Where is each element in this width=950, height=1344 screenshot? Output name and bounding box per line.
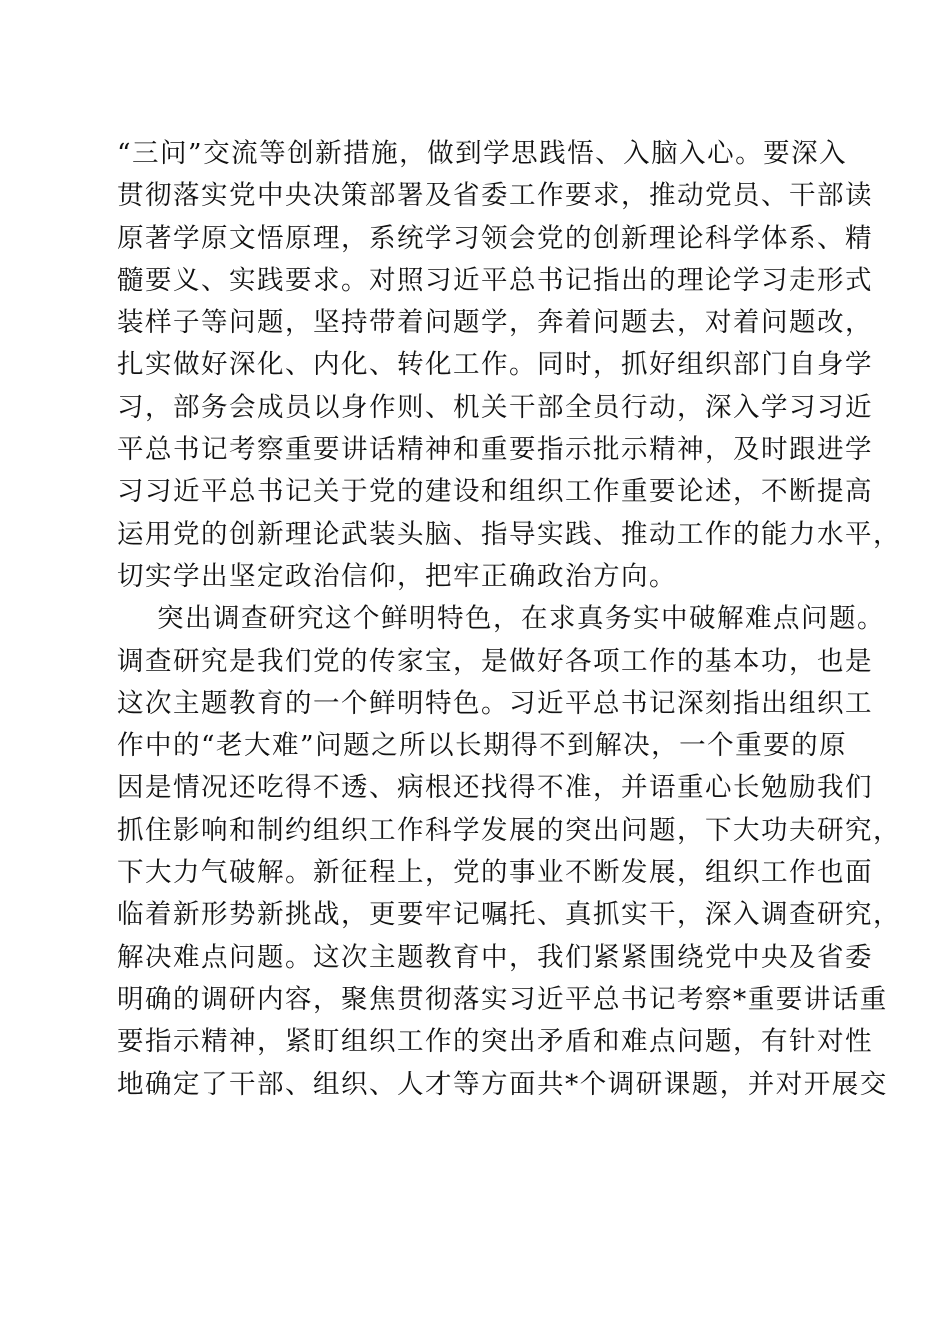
text-line: 装样子等问题，坚持带着问题学，奔着问题去，对着问题改，	[117, 307, 873, 339]
paragraph-1	[117, 133, 901, 598]
text-line: 髓要义、实践要求。对照习近平总书记指出的理论学习走形式	[117, 264, 873, 296]
text-line: 习，部务会成员以身作则、机关干部全员行动，深入学习习近	[117, 391, 873, 423]
text-line: 明确的调研内容，聚焦贯彻落实习近平总书记考察*重要讲话重	[117, 983, 888, 1015]
text-line: 平总书记考察重要讲话精神和重要指示批示精神，及时跟进学	[117, 434, 873, 466]
text-line: “三问”交流等创新措施，做到学思践悟、入脑入心。要深入	[117, 138, 848, 169]
text-line: 这次主题教育的一个鲜明特色。习近平总书记深刻指出组织工	[117, 687, 873, 719]
text-line: 扎实做好深化、内化、转化工作。同时，抓好组织部门自身学	[117, 349, 873, 381]
paragraph-2	[117, 598, 901, 1106]
text-line: 调查研究是我们党的传家宝，是做好各项工作的基本功，也是	[117, 645, 873, 677]
text-line: 解决难点问题。这次主题教育中，我们紧紧围绕党中央及省委	[117, 941, 873, 973]
text-line: 贯彻落实党中央决策部署及省委工作要求，推动党员、干部读	[117, 180, 873, 212]
text-line: 运用党的创新理论武装头脑、指导实践、推动工作的能力水平，	[117, 518, 901, 550]
text-line: 原著学原文悟原理，系统学习领会党的创新理论科学体系、精	[117, 222, 873, 254]
body-text	[117, 133, 901, 1106]
text-line: 下大力气破解。新征程上，党的事业不断发展，组织工作也面	[117, 857, 873, 889]
text-line: 习习近平总书记关于党的建设和组织工作重要论述，不断提高	[117, 476, 873, 508]
text-line: 地确定了干部、组织、人才等方面共*个调研课题，并对开展交	[117, 1068, 888, 1100]
text-line: 作中的“老大难”问题之所以长期得不到解决，一个重要的原	[117, 730, 848, 762]
text-line: 要指示精神，紧盯组织工作的突出矛盾和难点问题，有针对性	[117, 1026, 873, 1058]
text-line: 临着新形势新挑战，更要牢记嘱托、真抓实干，深入调查研究，	[117, 899, 901, 931]
text-line: 因是情况还吃得不透、病根还找得不准，并语重心长勉励我们	[117, 772, 873, 804]
text-line: 切实学出坚定政治信仰，把牢正确政治方向。	[117, 560, 677, 592]
text-line: 突出调查研究这个鲜明特色，在求真务实中破解难点问题。	[157, 603, 885, 635]
text-line: 抓住影响和制约组织工作科学发展的突出问题，下大功夫研究，	[117, 814, 901, 846]
